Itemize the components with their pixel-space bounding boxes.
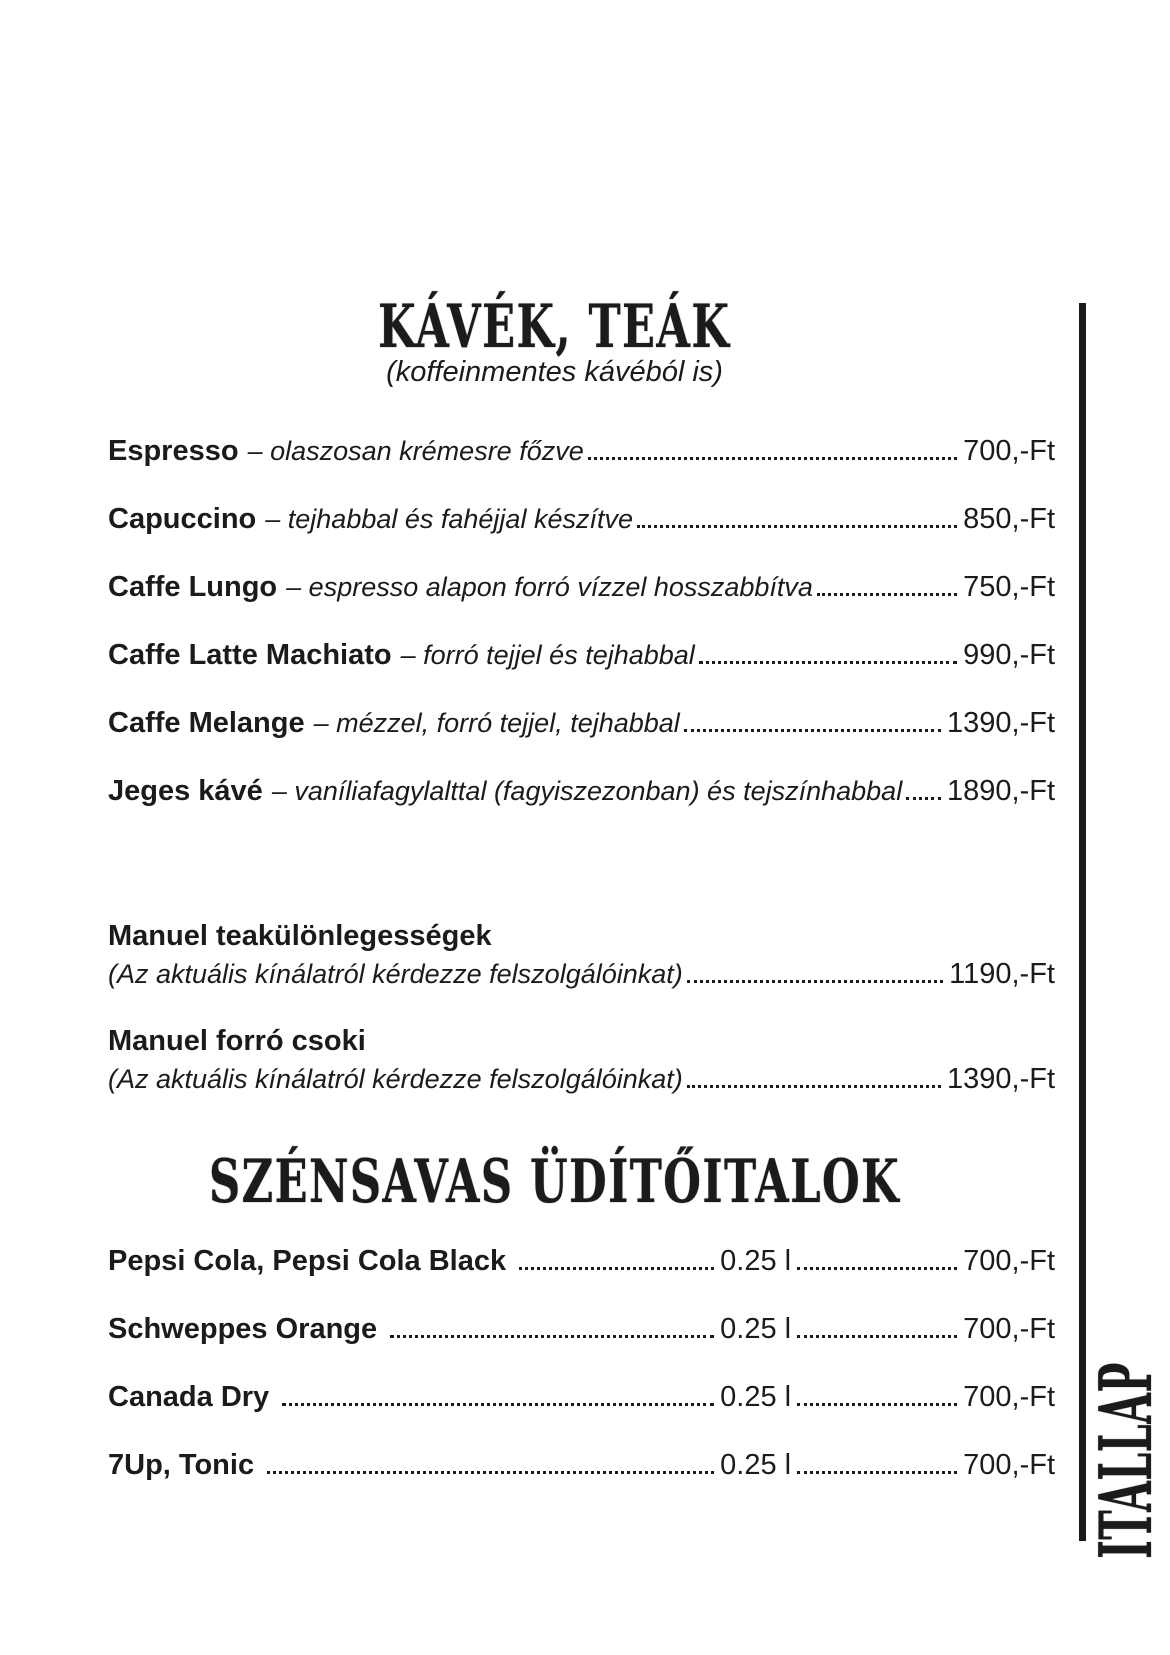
- item-volume: 0.25 l: [720, 1381, 792, 1413]
- menu-item-pepsi: [108, 1243, 1055, 1279]
- item-price: 1890,-Ft: [947, 775, 1055, 807]
- item-price: 750,-Ft: [963, 571, 1055, 603]
- item-price: 1190,-Ft: [949, 958, 1055, 990]
- dot-leader: [817, 593, 957, 596]
- item-description: – vaníliafagylalttal (fagyiszezonban) és tejszínhabbal: [271, 776, 903, 806]
- item-name: Capuccino: [108, 503, 257, 535]
- item-name: Caffe Melange: [108, 707, 305, 739]
- item-price: 700,-Ft: [963, 435, 1055, 467]
- menu-item-canada-dry: [108, 1379, 1055, 1415]
- section-coffee-title: [108, 292, 1055, 362]
- dot-leader: [687, 980, 943, 983]
- item-description: – mézzel, forró tejjel, tejhabbal: [313, 708, 680, 738]
- item-price: 990,-Ft: [963, 639, 1055, 671]
- dot-leader: [906, 797, 941, 800]
- page-side-label-text: ITALLAP: [1083, 1361, 1169, 1559]
- dot-leader: [797, 1267, 957, 1270]
- item-price: 700,-Ft: [963, 1313, 1055, 1345]
- item-price: 1390,-Ft: [947, 1063, 1055, 1095]
- item-description: – forró tejjel és tejhabbal: [400, 640, 695, 670]
- item-name: 7Up, Tonic: [108, 1449, 255, 1481]
- dot-leader: [684, 729, 941, 732]
- menu-item-caffe-lungo: [108, 569, 1055, 605]
- item-volume: 0.25 l: [720, 1245, 792, 1277]
- item-description: – tejhabbal és fahéjjal készítve: [265, 504, 633, 534]
- page-side-label: [1083, 1361, 1169, 1559]
- menu-item-schweppes: [108, 1311, 1055, 1347]
- item-price: 700,-Ft: [963, 1381, 1055, 1413]
- soda-item-list: [108, 1243, 1055, 1515]
- dot-leader: [699, 661, 957, 664]
- coffee-item-list: [108, 433, 1055, 841]
- section-coffee-title-text: KÁVÉK, TEÁK: [378, 292, 731, 362]
- dot-leader: [588, 457, 957, 460]
- item-price: 1390,-Ft: [947, 707, 1055, 739]
- special-choc-row: [108, 1061, 1055, 1097]
- menu-item-caffe-latte-machiato: [108, 637, 1055, 673]
- menu-item-7up-tonic: [108, 1447, 1055, 1483]
- item-name: Caffe Lungo: [108, 571, 278, 603]
- menu-item-capuccino: [108, 501, 1055, 537]
- item-name: Schweppes Orange: [108, 1313, 378, 1345]
- menu-item-espresso: [108, 433, 1055, 469]
- dot-leader: [797, 1335, 957, 1338]
- dot-leader: [390, 1335, 714, 1338]
- dot-leader: [797, 1471, 957, 1474]
- item-description: – espresso alapon forró vízzel hosszabbítva: [286, 572, 813, 602]
- item-name: Canada Dry: [108, 1381, 270, 1413]
- dot-leader: [282, 1403, 714, 1406]
- item-name: Pepsi Cola, Pepsi Cola Black: [108, 1245, 507, 1277]
- item-price: 850,-Ft: [963, 503, 1055, 535]
- menu-item-jeges-kave: [108, 773, 1055, 809]
- dot-leader: [687, 1085, 941, 1088]
- item-name: Jeges kávé: [108, 775, 263, 807]
- dot-leader: [519, 1267, 714, 1270]
- section-soda-title: [108, 1147, 1055, 1217]
- vertical-divider-rule: [1079, 303, 1086, 1541]
- section-coffee-subtitle: (koffeinmentes kávéból is): [386, 356, 723, 388]
- item-name: Caffe Latte Machiato: [108, 639, 392, 671]
- item-name: Espresso: [108, 435, 239, 467]
- special-choc-title: Manuel forró csoki: [108, 1025, 366, 1057]
- item-price: 700,-Ft: [963, 1449, 1055, 1481]
- dot-leader: [797, 1403, 957, 1406]
- item-description: – olaszosan krémesre főzve: [247, 436, 584, 466]
- special-description: (Az aktuális kínálatról kérdezze felszolgálóinkat): [108, 1064, 683, 1094]
- menu-item-caffe-melange: [108, 705, 1055, 741]
- dot-leader: [267, 1471, 714, 1474]
- item-volume: 0.25 l: [720, 1449, 792, 1481]
- special-tea-title: Manuel teakülönlegességek: [108, 920, 492, 952]
- special-description: (Az aktuális kínálatról kérdezze felszolgálóinkat): [108, 959, 683, 989]
- item-price: 700,-Ft: [963, 1245, 1055, 1277]
- dot-leader: [637, 525, 957, 528]
- section-soda-title-text: SZÉNSAVAS ÜDÍTŐITALOK: [208, 1147, 900, 1217]
- special-tea-row: [108, 956, 1055, 992]
- item-volume: 0.25 l: [720, 1313, 792, 1345]
